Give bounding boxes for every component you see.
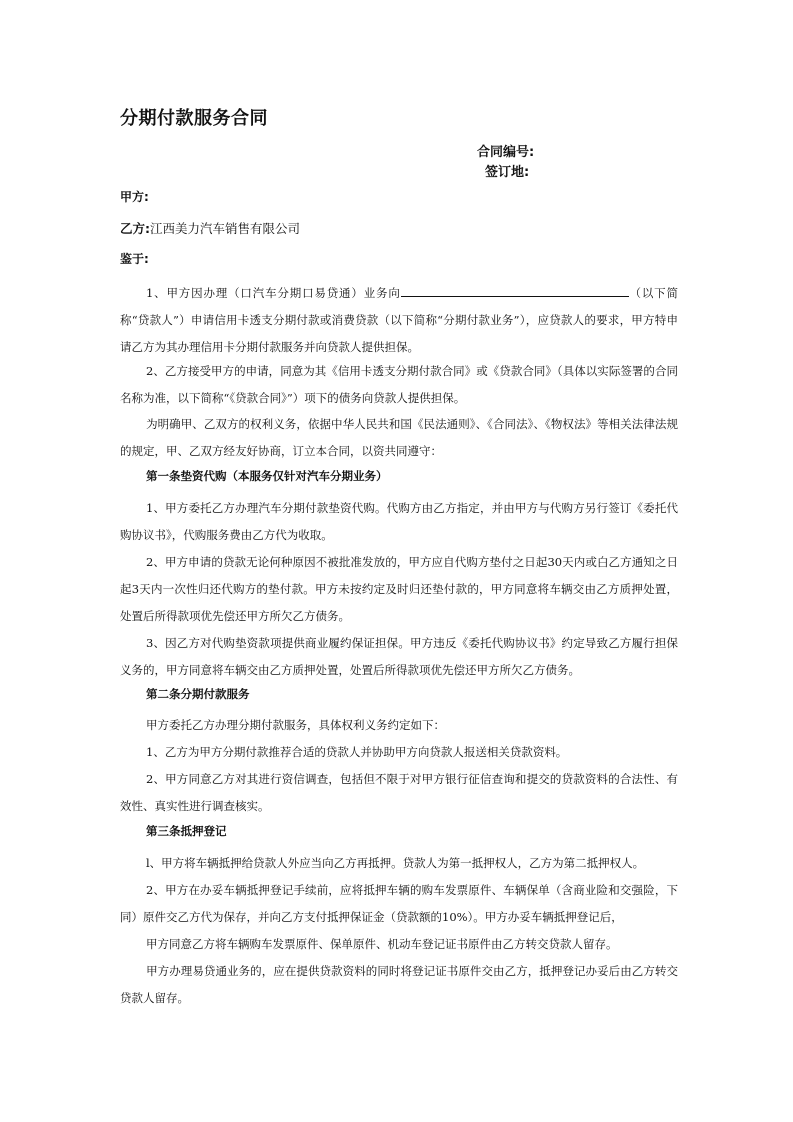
- lender-blank-line: [401, 284, 629, 297]
- contract-number-label: 合同编号:: [477, 145, 535, 160]
- party-a: [120, 188, 149, 205]
- recital-heading: [120, 250, 149, 267]
- article-3-clause-4: [120, 958, 678, 1012]
- article-3-heading: 第三条抵押登记: [146, 824, 227, 838]
- recital-2: [120, 358, 678, 412]
- party-a-label: 甲方:: [120, 190, 149, 204]
- recital-3: [120, 411, 678, 465]
- article-2-clause-1: [120, 739, 678, 766]
- signing-place-label: 签订地:: [485, 165, 530, 180]
- article-2-clause-2-text: 2、甲方同意乙方对其进行资信调查，包括但不限于对甲方银行征信查询和提交的贷款资料的合法性、有效性、真实性进行调查核实。: [120, 772, 678, 813]
- document-title: 分期付款服务合同: [120, 108, 268, 129]
- article-2-intro: [120, 712, 678, 739]
- article-1-clause-2: [120, 549, 678, 630]
- article-2-clause-2: [120, 766, 678, 820]
- recital-label: 鉴于:: [120, 252, 149, 266]
- article-3-clause-4-text: 甲方办理易贷通业务的，应在提供贷款资料的同时将登记证书原件交由乙方，抵押登记办妥后由乙方转交贷款人留存。: [120, 964, 678, 1005]
- article-3-clause-2: [120, 877, 678, 931]
- article-1-clause-2-text: 2、甲方申请的贷款无论何种原因不被批准发放的，甲方应自代购方垫付之日起30天内或白乙方通知之日起3天内一次性归还代购方的垫付款。甲方未按约定及时归还垫付款的，甲方同意将车辆交由乙方质押处置，处置后所得款项优先偿还甲方所欠乙方债务。: [120, 555, 678, 623]
- party-b-value: 江西美力汽车销售有限公司: [150, 221, 301, 236]
- recital-1: [120, 280, 678, 361]
- party-b-label: 乙方:: [120, 221, 150, 236]
- recital-3-text: 为明确甲、乙双方的权利义务，依据中华人民共和国《民法通则》、《合同法》、《物权法》等相关法律法规的规定，甲、乙双方经友好协商，订立本合同，以资共同遵守：: [120, 417, 678, 458]
- article-3-clause-1-text: l、甲方将车辆抵押给贷款人外应当向乙方再抵押。贷款人为第一抵押权人，乙方为第二抵押权人。: [146, 856, 645, 870]
- article-1-clause-3: [120, 630, 678, 684]
- article-1-heading: 第一条垫资代购（本服务仅针对汽车分期业务）: [146, 469, 388, 483]
- article-2-intro-text: 甲方委托乙方办理分期付款服务，具体权利义务约定如下：: [146, 718, 445, 732]
- article-2-clause-1-text: 1、乙方为甲方分期付款推荐合适的贷款人并协助甲方向贷款人报送相关贷款资料。: [146, 745, 568, 759]
- article-3-clause-3: [120, 931, 678, 958]
- recital-2-text: 2、乙方接受甲方的申请，同意为其《信用卡透支分期付款合同》或《贷款合同》（具体以实际签署的合同名称为准，以下简称“《贷款合同》”）项下的债务向贷款人提供担保。: [120, 364, 678, 405]
- recital-1-text-b: （以下简称“贷款人”）申请信用卡透支分期付款或消费贷款（以下简称“分期付款业务”），应贷款人的要求，甲方特申请乙方为其办理信用卡分期付款服务并向贷款人提供担保。: [120, 286, 678, 354]
- article-3-clause-1: [120, 850, 678, 877]
- article-1-clause-3-text: 3、因乙方对代购垫资款项提供商业履约保证担保。甲方违反《委托代购协议书》约定导致乙方履行担保义务的，甲方同意将车辆交由乙方质押处置，处置后所得款项优先偿还甲方所欠乙方债务。: [120, 636, 678, 677]
- article-1-clause-1-text: 1、甲方委托乙方办理汽车分期付款垫资代购。代购方由乙方指定，并由甲方与代购方另行签订《委托代购协议书》，代购服务费由乙方代为收取。: [120, 501, 678, 542]
- recital-1-text-a: 1、甲方因办理（口汽车分期口易贷通）业务向: [146, 286, 401, 300]
- article-1-clause-1: [120, 495, 678, 549]
- article-3-clause-3-text: 甲方同意乙方将车辆购车发票原件、保单原件、机动车登记证书原件由乙方转交贷款人留存。: [146, 937, 618, 951]
- article-2-heading: 第二条分期付款服务: [146, 687, 250, 701]
- party-b: [120, 219, 300, 237]
- article-3-clause-2-text: 2、甲方在办妥车辆抵押登记手续前，应将抵押车辆的购车发票原件、车辆保单（含商业险和交强险，下同）原件交乙方代为保存，并向乙方支付抵押保证金（贷款额的10%）。甲方办妥车辆抵押登记后，: [120, 883, 678, 924]
